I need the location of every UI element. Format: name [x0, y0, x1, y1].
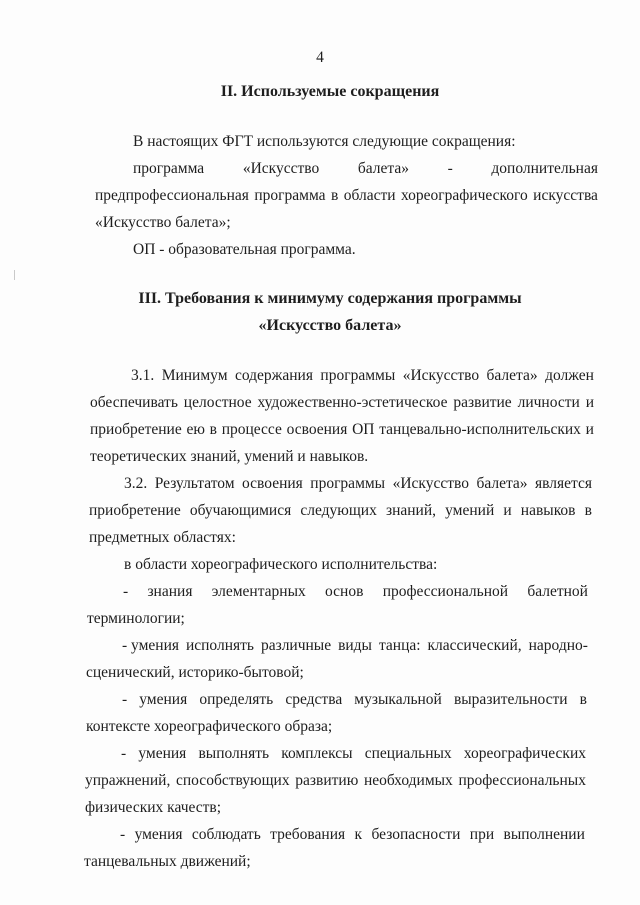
word: в: [330, 187, 339, 204]
word: следующих: [300, 502, 377, 519]
word: способствующих: [176, 772, 290, 789]
word: и: [503, 502, 512, 519]
paragraph-3-2-line-2: [89, 501, 592, 521]
word: выразительности: [453, 691, 568, 708]
word: знаний,: [385, 502, 437, 519]
word: профессиональной: [382, 583, 509, 600]
word: средства: [285, 691, 343, 708]
word: освоения: [242, 475, 303, 492]
word: исполнять: [185, 637, 254, 654]
paragraph-3-1-line-2: [90, 393, 594, 413]
word: художественно-эстетическое: [257, 394, 448, 411]
bullet-3-line-2: контексте хореографического образа;: [86, 718, 333, 735]
word: программы: [320, 367, 396, 384]
paragraph-3-1-line-1: [131, 366, 594, 386]
word: ею: [186, 421, 205, 438]
word: обучающимися: [189, 502, 292, 519]
word: приобретение: [90, 421, 182, 438]
bullet-2-line-1: [122, 636, 588, 656]
word: выполнении: [503, 826, 585, 843]
word: упражнений,: [85, 772, 171, 789]
word: -: [120, 826, 126, 843]
bullet-5-line-2: танцевальных движений;: [84, 853, 251, 870]
word: 3.1.: [131, 367, 155, 384]
section-2-line-4: ОП - образовательная программа.: [133, 241, 356, 258]
word: Результатом: [154, 475, 235, 492]
word: безопасности: [371, 826, 461, 843]
word: и: [585, 421, 594, 438]
word: приобретение: [89, 502, 181, 519]
word: программа: [133, 160, 205, 177]
bullet-5-line-1: [120, 825, 585, 845]
word: предпрофессиональная: [95, 187, 249, 204]
paragraph-3-2-line-1: [124, 474, 592, 494]
word: основ: [325, 583, 364, 600]
word: «Искусство: [242, 160, 320, 177]
page-number: 4: [316, 49, 324, 66]
section-2-intro: В настоящих ФГТ используются следующие сокращения:: [133, 133, 516, 150]
bullet-4-line-3: физических качеств;: [85, 799, 222, 816]
word: в: [209, 421, 217, 438]
word: и: [585, 394, 594, 411]
word: танца:: [378, 637, 421, 654]
word: -: [123, 583, 129, 600]
word: развитию: [295, 772, 359, 789]
word: целостное: [183, 394, 252, 411]
bullet-4-line-2: [85, 771, 586, 791]
word: умения: [138, 745, 187, 762]
word: 3.2.: [124, 475, 148, 492]
word: балета»: [486, 367, 538, 384]
word: балетной: [527, 583, 588, 600]
word: профессиональных: [458, 772, 586, 789]
word: - умения: [122, 637, 179, 654]
paragraph-3-1-line-4: теоретических знаний, умений и навыков.: [90, 448, 369, 465]
word: программа: [254, 187, 326, 204]
word: должен: [545, 367, 594, 384]
word: «Искусство: [402, 367, 480, 384]
bullet-2-line-2: сценический, историко-бытовой;: [86, 664, 304, 681]
margin-mark: [14, 270, 15, 280]
word: соблюдать: [191, 826, 261, 843]
word: процессе: [221, 421, 282, 438]
bullet-1-line-2: терминологии;: [87, 610, 185, 627]
word: является: [535, 475, 592, 492]
word: искусства: [533, 187, 598, 204]
word: комплексы: [281, 745, 353, 762]
paragraph-3-2-line-3: предметных областях:: [89, 529, 236, 546]
word: выполнять: [198, 745, 270, 762]
word: классический,: [427, 637, 522, 654]
word: балета»: [476, 475, 528, 492]
word: -: [122, 691, 128, 708]
word: содержания: [234, 367, 313, 384]
word: умения: [139, 691, 188, 708]
word: области: [343, 187, 396, 204]
word: обеспечивать: [90, 394, 178, 411]
word: дополнительная: [491, 160, 598, 177]
word: знания: [147, 583, 193, 600]
word: хореографического: [400, 187, 528, 204]
section-2-line-3: «Искусство балета»;: [95, 214, 231, 231]
word: умений: [445, 502, 495, 519]
word: в: [584, 502, 592, 519]
section-2-title: II. Используемые сокращения: [220, 83, 440, 100]
word: -: [447, 160, 453, 177]
word: элементарных: [211, 583, 306, 600]
word: при: [469, 826, 495, 843]
word: музыкальной: [354, 691, 442, 708]
word: развитие: [453, 394, 512, 411]
paragraph-3-1-line-3: [90, 420, 594, 440]
word: в: [579, 691, 587, 708]
word: балета»: [357, 160, 409, 177]
section-3-title-line-1: III. Требования к минимуму содержания программы: [138, 290, 522, 307]
bullet-4-line-1: [121, 744, 586, 764]
word: умения: [134, 826, 183, 843]
word: «Искусство: [392, 475, 469, 492]
word: народно-: [528, 637, 588, 654]
word: навыков: [520, 502, 576, 519]
word: виды: [338, 637, 372, 654]
bullet-1-line-1: [123, 582, 588, 602]
word: хореографических: [463, 745, 586, 762]
section-2-line-2: [95, 186, 598, 206]
word: ОП: [352, 421, 375, 438]
word: программы: [310, 475, 386, 492]
word: требования: [270, 826, 346, 843]
word: к: [354, 826, 363, 843]
word: Минимум: [161, 367, 228, 384]
word: необходимых: [363, 772, 453, 789]
word: различные: [260, 637, 332, 654]
section-3-title-line-2: «Искусство балета»: [258, 317, 402, 334]
word: танцевально-исполнительских: [379, 421, 581, 438]
word: -: [121, 745, 127, 762]
word: специальных: [364, 745, 452, 762]
word: определять: [199, 691, 274, 708]
word: освоения: [286, 421, 348, 438]
area-heading: в области хореографического исполнительства:: [124, 556, 438, 573]
bullet-3-line-1: [122, 690, 587, 710]
word: личности: [517, 394, 580, 411]
section-2-line-1: [133, 159, 598, 179]
